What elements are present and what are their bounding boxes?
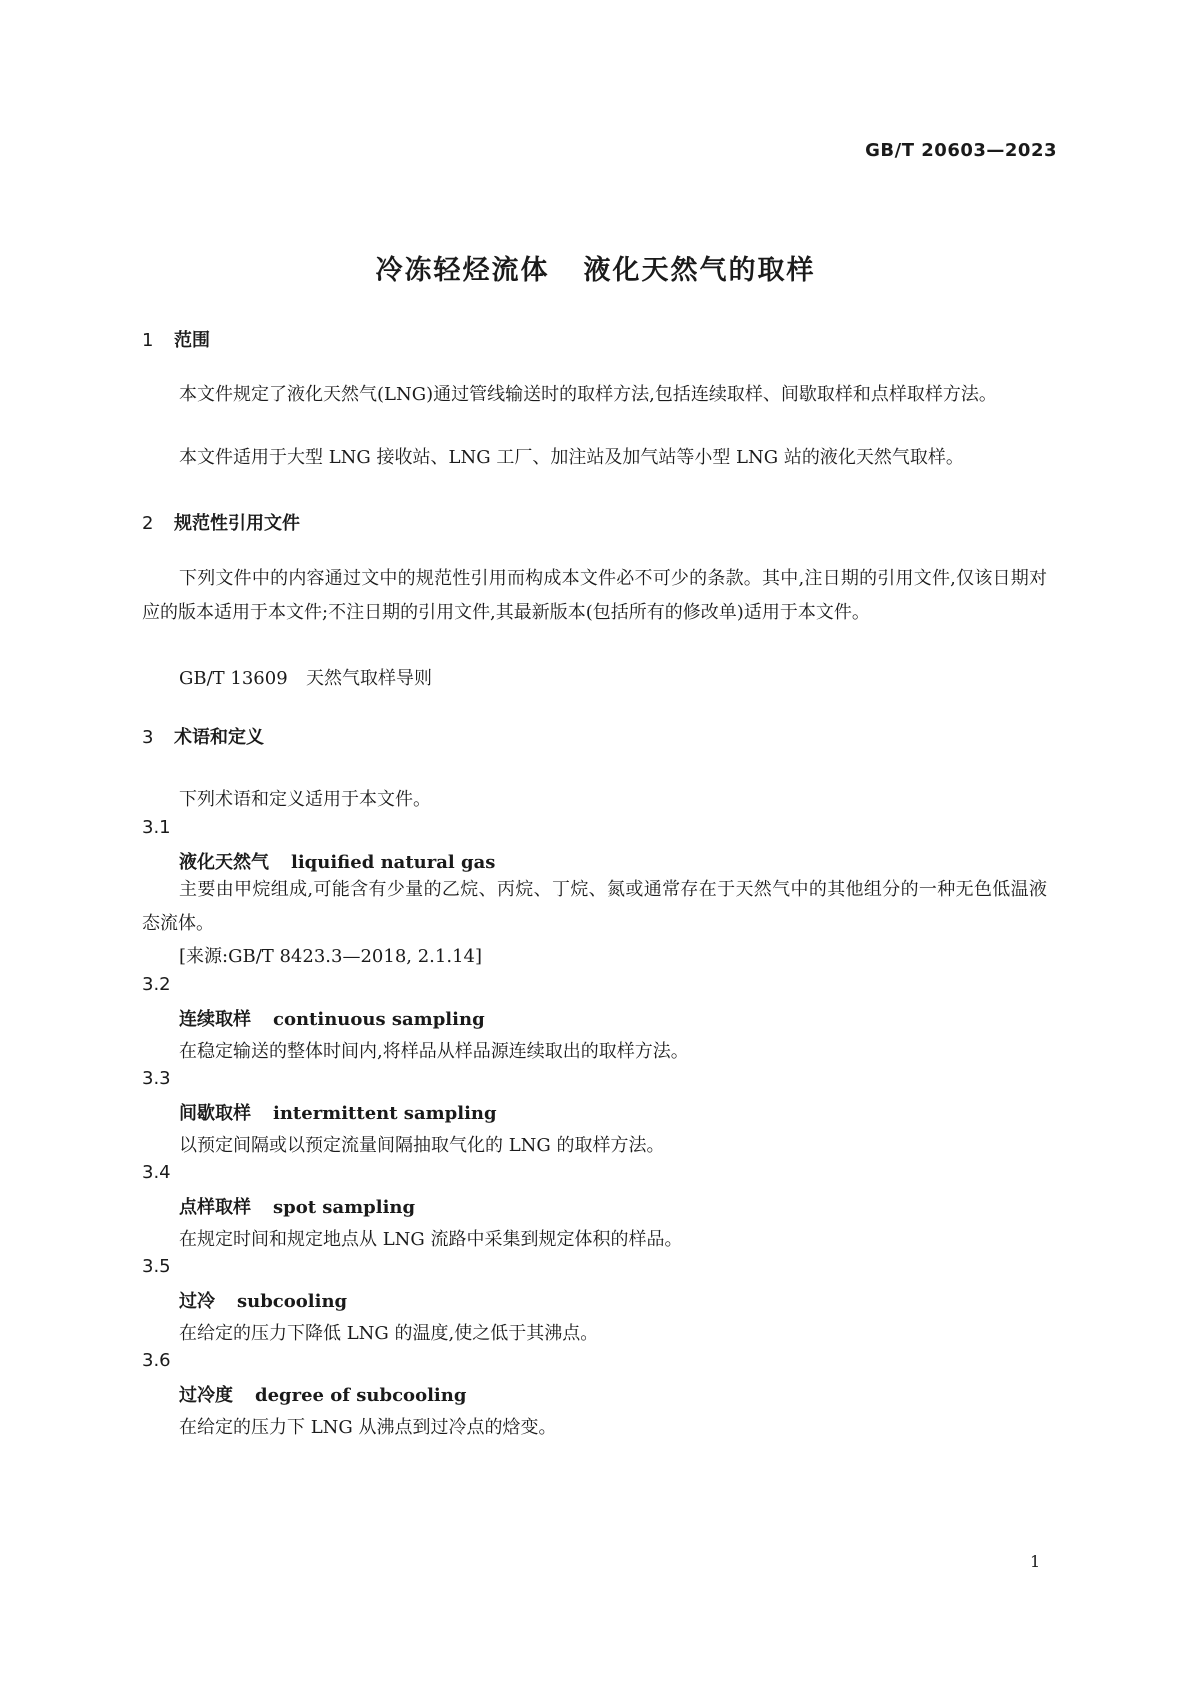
term-heading <box>179 1381 466 1407</box>
term-definition: 主要由甲烷组成,可能含有少量的乙烷、丙烷、丁烷、氮或通常存在于天然气中的其他组分的一种无色低温液态流体。 <box>142 879 1047 934</box>
term-zh: 过冷度 <box>179 1385 233 1406</box>
term-definition: 在规定时间和规定地点从 LNG 流路中采集到规定体积的样品。 <box>179 1229 683 1250</box>
title-part-2: 液化天然气的取样 <box>583 255 816 286</box>
normative-reference <box>179 664 432 690</box>
term-zh: 过冷 <box>179 1291 215 1312</box>
reference-title: 天然气取样导则 <box>306 668 432 689</box>
reference-code: GB/T 13609 <box>179 668 288 689</box>
term-zh: 连续取样 <box>179 1009 251 1030</box>
standard-number: GB/T 20603—2023 <box>865 140 1057 161</box>
term-en: subcooling <box>237 1291 348 1312</box>
term-en: degree of subcooling <box>255 1385 467 1406</box>
section-3-number: 3 <box>142 727 154 748</box>
section-3-intro: 下列术语和定义适用于本文件。 <box>179 789 431 810</box>
section-3-title: 术语和定义 <box>174 727 264 748</box>
section-1-paragraph-2: 本文件适用于大型 LNG 接收站、LNG 工厂、加注站及加气站等小型 LNG 站的液化天然气取样。 <box>179 447 964 468</box>
term-number: 3.4 <box>142 1162 171 1183</box>
term-zh: 液化天然气 <box>179 852 269 873</box>
term-definition: 以预定间隔或以预定流量间隔抽取气化的 LNG 的取样方法。 <box>179 1135 665 1156</box>
section-2-number: 2 <box>142 513 154 534</box>
section-3-heading <box>142 723 264 749</box>
term-number: 3.3 <box>142 1068 171 1089</box>
term-en: continuous sampling <box>273 1009 485 1030</box>
title-part-1: 冷冻轻烃流体 <box>375 255 550 286</box>
section-1-title: 范围 <box>174 330 210 351</box>
term-number: 3.1 <box>142 817 171 838</box>
term-source: [来源:GB/T 8423.3—2018, 2.1.14] <box>179 946 482 967</box>
section-1-heading <box>142 326 210 352</box>
term-heading <box>179 848 495 874</box>
section-1-paragraph-1: 本文件规定了液化天然气(LNG)通过管线输送时的取样方法,包括连续取样、间歇取样和点样取样方法。 <box>179 384 997 405</box>
term-number: 3.5 <box>142 1256 171 1277</box>
section-2-paragraph-1: 下列文件中的内容通过文中的规范性引用而构成本文件必不可少的条款。其中,注日期的引用文件,仅该日期对应的版本适用于本文件;不注日期的引用文件,其最新版本(包括所有的修改单)适用于本文件。 <box>142 568 1047 623</box>
section-1-number: 1 <box>142 330 154 351</box>
term-en: intermittent sampling <box>273 1103 497 1124</box>
term-number: 3.6 <box>142 1350 171 1371</box>
term-heading <box>179 1287 347 1313</box>
term-definition: 在稳定输送的整体时间内,将样品从样品源连续取出的取样方法。 <box>179 1041 689 1062</box>
document-title <box>0 248 1191 287</box>
term-definition: 在给定的压力下降低 LNG 的温度,使之低于其沸点。 <box>179 1323 599 1344</box>
term-zh: 点样取样 <box>179 1197 251 1218</box>
page-number: 1 <box>1030 1552 1041 1571</box>
term-zh: 间歇取样 <box>179 1103 251 1124</box>
term-heading <box>179 1099 497 1125</box>
term-en: spot sampling <box>273 1197 416 1218</box>
section-2-title: 规范性引用文件 <box>174 513 300 534</box>
term-heading <box>179 1193 415 1219</box>
term-number: 3.2 <box>142 974 171 995</box>
term-en: liquified natural gas <box>291 852 496 873</box>
section-2-heading <box>142 509 300 535</box>
term-heading <box>179 1005 485 1031</box>
term-definition: 在给定的压力下 LNG 从沸点到过冷点的焓变。 <box>179 1417 557 1438</box>
